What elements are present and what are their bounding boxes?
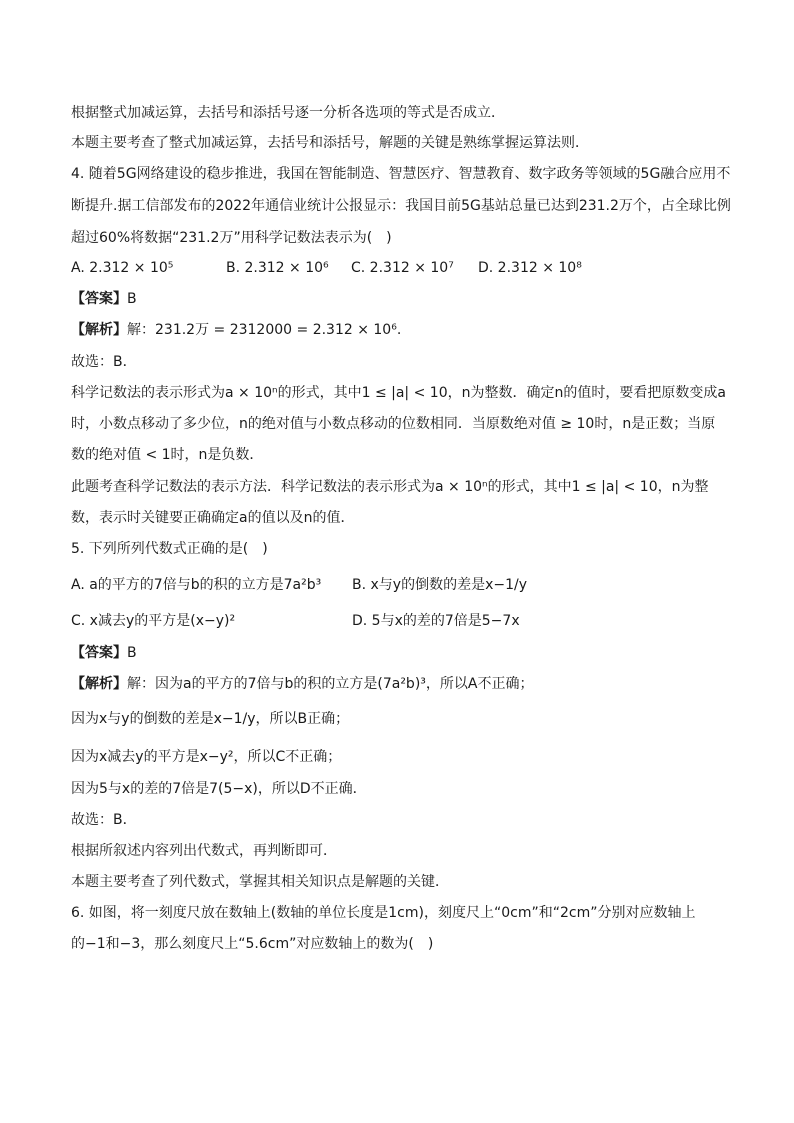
q5-option-c: C. x减去y的平方是(x−y)² <box>71 613 236 629</box>
text-line: 故选：B． <box>71 812 137 828</box>
q5-option-b: B. x与y的倒数的差是x−1/y <box>352 577 527 593</box>
analysis-text: 解：因为a的平方的7倍与b的积的立方是(7a²b)³，所以A不正确； <box>127 676 534 692</box>
text-line: 时，小数点移动了多少位，n的绝对值与小数点移动的位数相同．当原数绝对值 ≥ 10时，n是正数；当原 <box>71 416 716 432</box>
text-line: 本题主要考查了列代数式，掌握其相关知识点是解题的关键． <box>71 874 449 890</box>
text-line: 本题主要考查了整式加减运算，去括号和添括号，解题的关键是熟练掌握运算法则． <box>71 135 589 151</box>
answer-line <box>71 287 734 311</box>
question-5-text: 5. 下列所列代数式正确的是( ) <box>71 541 268 557</box>
analysis-text: 解：231.2万 = 2312000 = 2.312 × 10⁶. <box>127 322 402 338</box>
q5-option-d: D. 5与x的差的7倍是5−7x <box>352 613 520 629</box>
text-line: 根据所叙述内容列出代数式，再判断即可． <box>71 843 337 859</box>
q4-option-a: A. 2.312 × 10⁵ <box>71 260 174 276</box>
text-line: 根据整式加减运算，去括号和添括号逐一分析各选项的等式是否成立． <box>71 105 505 121</box>
question-6-text: 的−1和−3，那么刻度尺上“5.6cm”对应数轴上的数为( ) <box>71 936 434 952</box>
question-4-text: 断提升.据工信部发布的2022年通信业统计公报显示：我国目前5G基站总量已达到231.2万个，占全球比例 <box>71 198 731 214</box>
question-6-text: 6. 如图，将一刻度尺放在数轴上(数轴的单位长度是1cm)，刻度尺上“0cm”和“2cm”分别对应数轴上 <box>71 905 696 921</box>
answer-value: B <box>127 291 137 307</box>
analysis-label: 【解析】 <box>71 322 127 338</box>
answer-label: 【答案】 <box>71 291 127 307</box>
text-line: 此题考查科学记数法的表示方法．科学记数法的表示形式为a × 10ⁿ的形式，其中1 ≤ |a| < 10，n为整 <box>71 479 709 495</box>
text-line: 数，表示时关键要正确确定a的值以及n的值． <box>71 510 355 526</box>
answer-label: 【答案】 <box>71 645 127 661</box>
answer-line <box>71 641 734 665</box>
q4-option-b: B. 2.312 × 10⁶ <box>226 260 329 276</box>
analysis-line <box>71 318 734 342</box>
text-line: 因为x减去y的平方是x−y²，所以C不正确； <box>71 749 342 765</box>
analysis-line <box>71 672 734 696</box>
q4-option-c: C. 2.312 × 10⁷ <box>351 260 454 276</box>
text-line: 数的绝对值 < 1时，n是负数． <box>71 447 264 463</box>
text-line: 科学记数法的表示形式为a × 10ⁿ的形式，其中1 ≤ |a| < 10，n为整数．确定n的值时，要看把原数变成a <box>71 385 726 401</box>
question-4-text: 超过60%将数据“231.2万”用科学记数法表示为( ) <box>71 230 392 246</box>
text-line: 故选：B． <box>71 354 137 370</box>
question-4-text: 4. 随着5G网络建设的稳步推进，我国在智能制造、智慧医疗、智慧教育、数字政务等领域的5G融合应用不 <box>71 166 731 182</box>
q5-option-a: A. a的平方的7倍与b的积的立方是7a²b³ <box>71 577 322 593</box>
answer-value: B <box>127 645 137 661</box>
text-line: 因为x与y的倒数的差是x−1/y，所以B正确； <box>71 711 350 727</box>
text-line: 因为5与x的差的7倍是7(5−x)，所以D不正确． <box>71 781 367 797</box>
analysis-label: 【解析】 <box>71 676 127 692</box>
q4-option-d: D. 2.312 × 10⁸ <box>478 260 582 276</box>
